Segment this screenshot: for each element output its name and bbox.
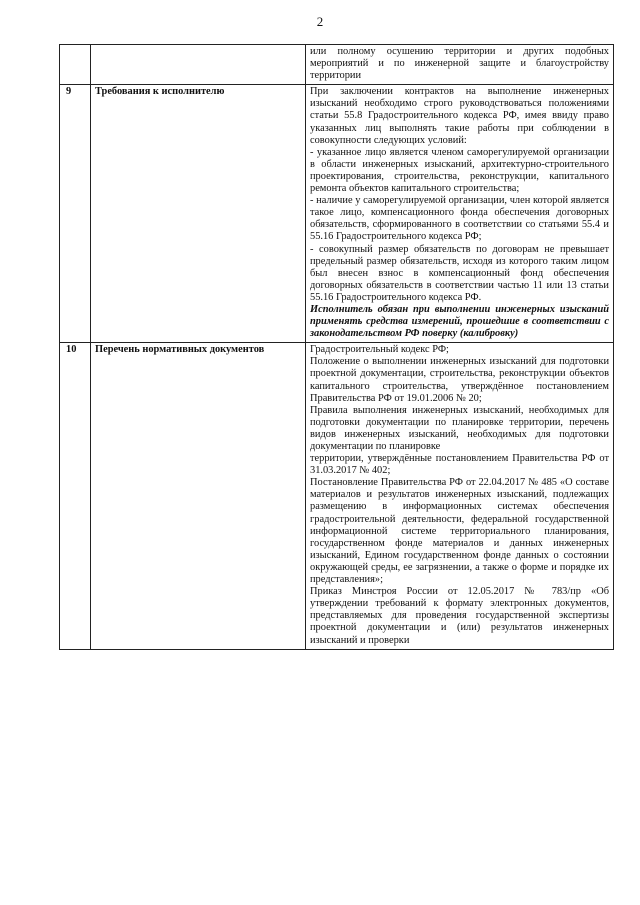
page-number: 2 — [316, 14, 324, 29]
row-description — [306, 343, 614, 649]
row-title — [91, 45, 306, 85]
table-row — [60, 85, 614, 343]
paragraph: Правила выполнения инженерных изысканий, необходимых для подготовки документации по планировке территории, перечень видов инженерных изысканий, необходимых для подготовки документации по планировке — [310, 404, 609, 452]
row-description — [306, 45, 614, 85]
row-description — [306, 85, 614, 343]
row-number — [60, 45, 91, 85]
paragraph: Приказ Минстроя России от 12.05.2017 № 783/пр «Об утверждении требований к формату электронных документов, представляемых для проведения государственной экспертизы проектной документации и (или) результатов инженерных изысканий и проверки — [310, 586, 609, 646]
emphasis-paragraph: Исполнитель обязан при выполнении инженерных изысканий применять средства измерений, прошедшие в соответствии с законодательством РФ поверку (калибровку) — [310, 303, 609, 340]
table-row — [60, 343, 614, 649]
row-title: Перечень нормативных документов — [91, 343, 306, 649]
paragraph: Постановление Правительства РФ от 22.04.2017 № 485 «О составе материалов и результатов инженерных изысканий, подлежащих размещению в информационных системах обеспечения градостроительной деятельности, федеральной государственной информационной системе территориального планирования, государственном фонде материалов и данных инженерных изысканий, Едином государственном фонде данных о состоянии окружающей среды, ее загрязнении, а также о форме и порядке их представления»; — [310, 477, 609, 586]
table-row — [60, 45, 614, 85]
paragraph: - наличие у саморегулируемой организации, член которой является такое лицо, компенсационного фонда обеспечения договорных обязательств, сформированного в соответствии со статьями 55.4 и 55.16 Градостроительного кодекса РФ; — [310, 195, 609, 243]
paragraph: Градостроительный кодекс РФ; — [310, 344, 449, 356]
paragraph: - совокупный размер обязательств по договорам не превышает предельный размер обязательств, исходя из которого таким лицом был внесен взнос в компенсационный фонд обеспечения договорных обязательств в соответствии частью 11 или 13 статьи 55.16 Градостроительного кодекса РФ. — [310, 243, 609, 303]
paragraph: или полному осушению территории и других подобных мероприятий и по инженерной защите и благоустройству территории — [310, 46, 609, 82]
row-number: 10 — [60, 343, 91, 649]
paragraph: территории, утверждённые постановлением Правительства РФ от 31.03.2017 № 402; — [310, 453, 609, 477]
paragraph: Положение о выполнении инженерных изысканий для подготовки проектной документации, строительства, реконструкции объектов капитального строительства, утверждённое постановлением Правительства РФ от 19.01.2006 № 20; — [310, 356, 609, 404]
row-number: 9 — [60, 85, 91, 343]
paragraph: - указанное лицо является членом саморегулируемой организации в области инженерных изысканий, архитектурно-строительного проектирования, строительства, реконструкции, капитального ремонта объектов капитального строительства; — [310, 146, 609, 195]
paragraph: При заключении контрактов на выполнение инженерных изысканий необходимо строго руководствоваться положениями статьи 55.8 Градостроительного кодекса РФ, имея ввиду право указанных лиц выполнять такие работы при соблюдении в совокупности следующих условий: — [310, 86, 609, 146]
row-title: Требования к исполнителю — [91, 85, 306, 343]
requirements-table — [59, 44, 614, 650]
